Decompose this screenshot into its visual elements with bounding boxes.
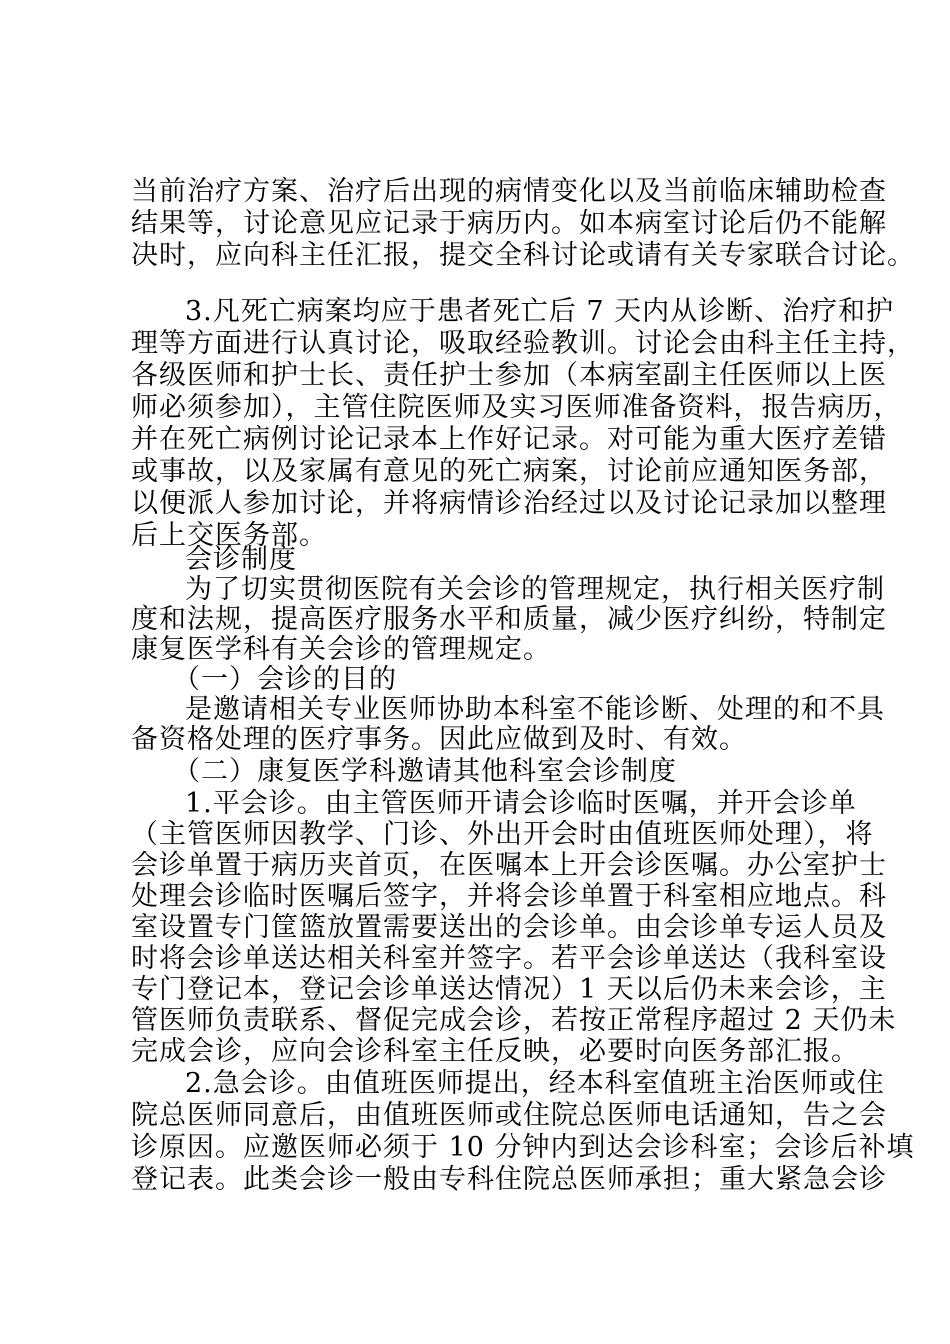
- subheading: （二）康复医学科邀请其他科室会诊制度: [173, 756, 677, 787]
- text-line: 处理会诊临时医嘱后签字，并将会诊单置于科室相应地点。科: [131, 881, 887, 912]
- text-line: 度和法规，提高医疗服务水平和质量，减少医疗纠纷，特制定: [131, 604, 887, 635]
- text-line: 决时，应向科主任汇报，提交全科讨论或请有关专家联合讨论。: [131, 240, 915, 271]
- text-line: 院总医师同意后，由值班医师或住院总医师电话通知，告之会: [131, 1100, 887, 1131]
- section-heading: 会诊制度: [185, 544, 297, 575]
- text-line: 结果等，讨论意见应记录于病历内。如本病室讨论后仍不能解: [131, 208, 887, 239]
- text-line: 管医师负责联系、督促完成会诊，若按正常程序超过 2 天仍未: [131, 1005, 897, 1036]
- text-line: 完成会诊，应向会诊科室主任反映，必要时向医务部汇报。: [131, 1036, 859, 1067]
- text-line: 登记表。此类会诊一般由专科住院总医师承担；重大紧急会诊: [131, 1164, 887, 1195]
- text-line: 1.平会诊。由主管医师开请会诊临时医嘱，并开会诊单: [185, 788, 857, 819]
- text-line: 是邀请相关专业医师协助本科室不能诊断、处理的和不具: [185, 694, 885, 725]
- text-line: 当前治疗方案、治疗后出现的病情变化以及当前临床辅助检查: [131, 176, 887, 207]
- text-line: 专门登记本，登记会诊单送达情况）1 天以后仍未来会诊，主: [131, 974, 887, 1005]
- subheading: （一）会诊的目的: [173, 664, 397, 695]
- text-line: 并在死亡病例讨论记录本上作好记录。对可能为重大医疗差错: [131, 424, 887, 455]
- text-line: 后上交医务部。: [131, 520, 327, 551]
- text-line: 各级医师和护士长、责任护士参加（本病室副主任医师以上医: [131, 360, 887, 391]
- text-line: （主管医师因教学、门诊、外出开会时由值班医师处理），将: [131, 819, 874, 850]
- text-line: 时将会诊单送达相关科室并签字。若平会诊单送达（我科室设: [131, 943, 887, 974]
- text-line: 2.急会诊。由值班医师提出，经本科室值班主治医师或住: [185, 1068, 885, 1099]
- text-line: 师必须参加），主管住院医师及实习医师准备资料，报告病历，: [131, 392, 902, 423]
- text-line: 3.凡死亡病案均应于患者死亡后 7 天内从诊断、治疗和护: [185, 296, 895, 327]
- text-line: 康复医学科有关会诊的管理规定。: [131, 634, 551, 665]
- text-line: 备资格处理的医疗事务。因此应做到及时、有效。: [131, 724, 747, 755]
- text-line: 为了切实贯彻医院有关会诊的管理规定，执行相关医疗制: [185, 574, 885, 605]
- text-line: 室设置专门筐篮放置需要送出的会诊单。由会诊单专运人员及: [131, 912, 887, 943]
- text-line: 以便派人参加讨论，并将病情诊治经过以及讨论记录加以整理: [131, 488, 887, 519]
- text-line: 诊原因。应邀医师必须于 10 分钟内到达会诊科室；会诊后补填: [131, 1132, 915, 1163]
- text-line: 或事故，以及家属有意见的死亡病案，讨论前应通知医务部，: [131, 456, 887, 487]
- text-line: 会诊单置于病历夹首页，在医嘱本上开会诊医嘱。办公室护士: [131, 850, 887, 881]
- text-line: 理等方面进行认真讨论，吸取经验教训。讨论会由科主任主持，: [131, 328, 915, 359]
